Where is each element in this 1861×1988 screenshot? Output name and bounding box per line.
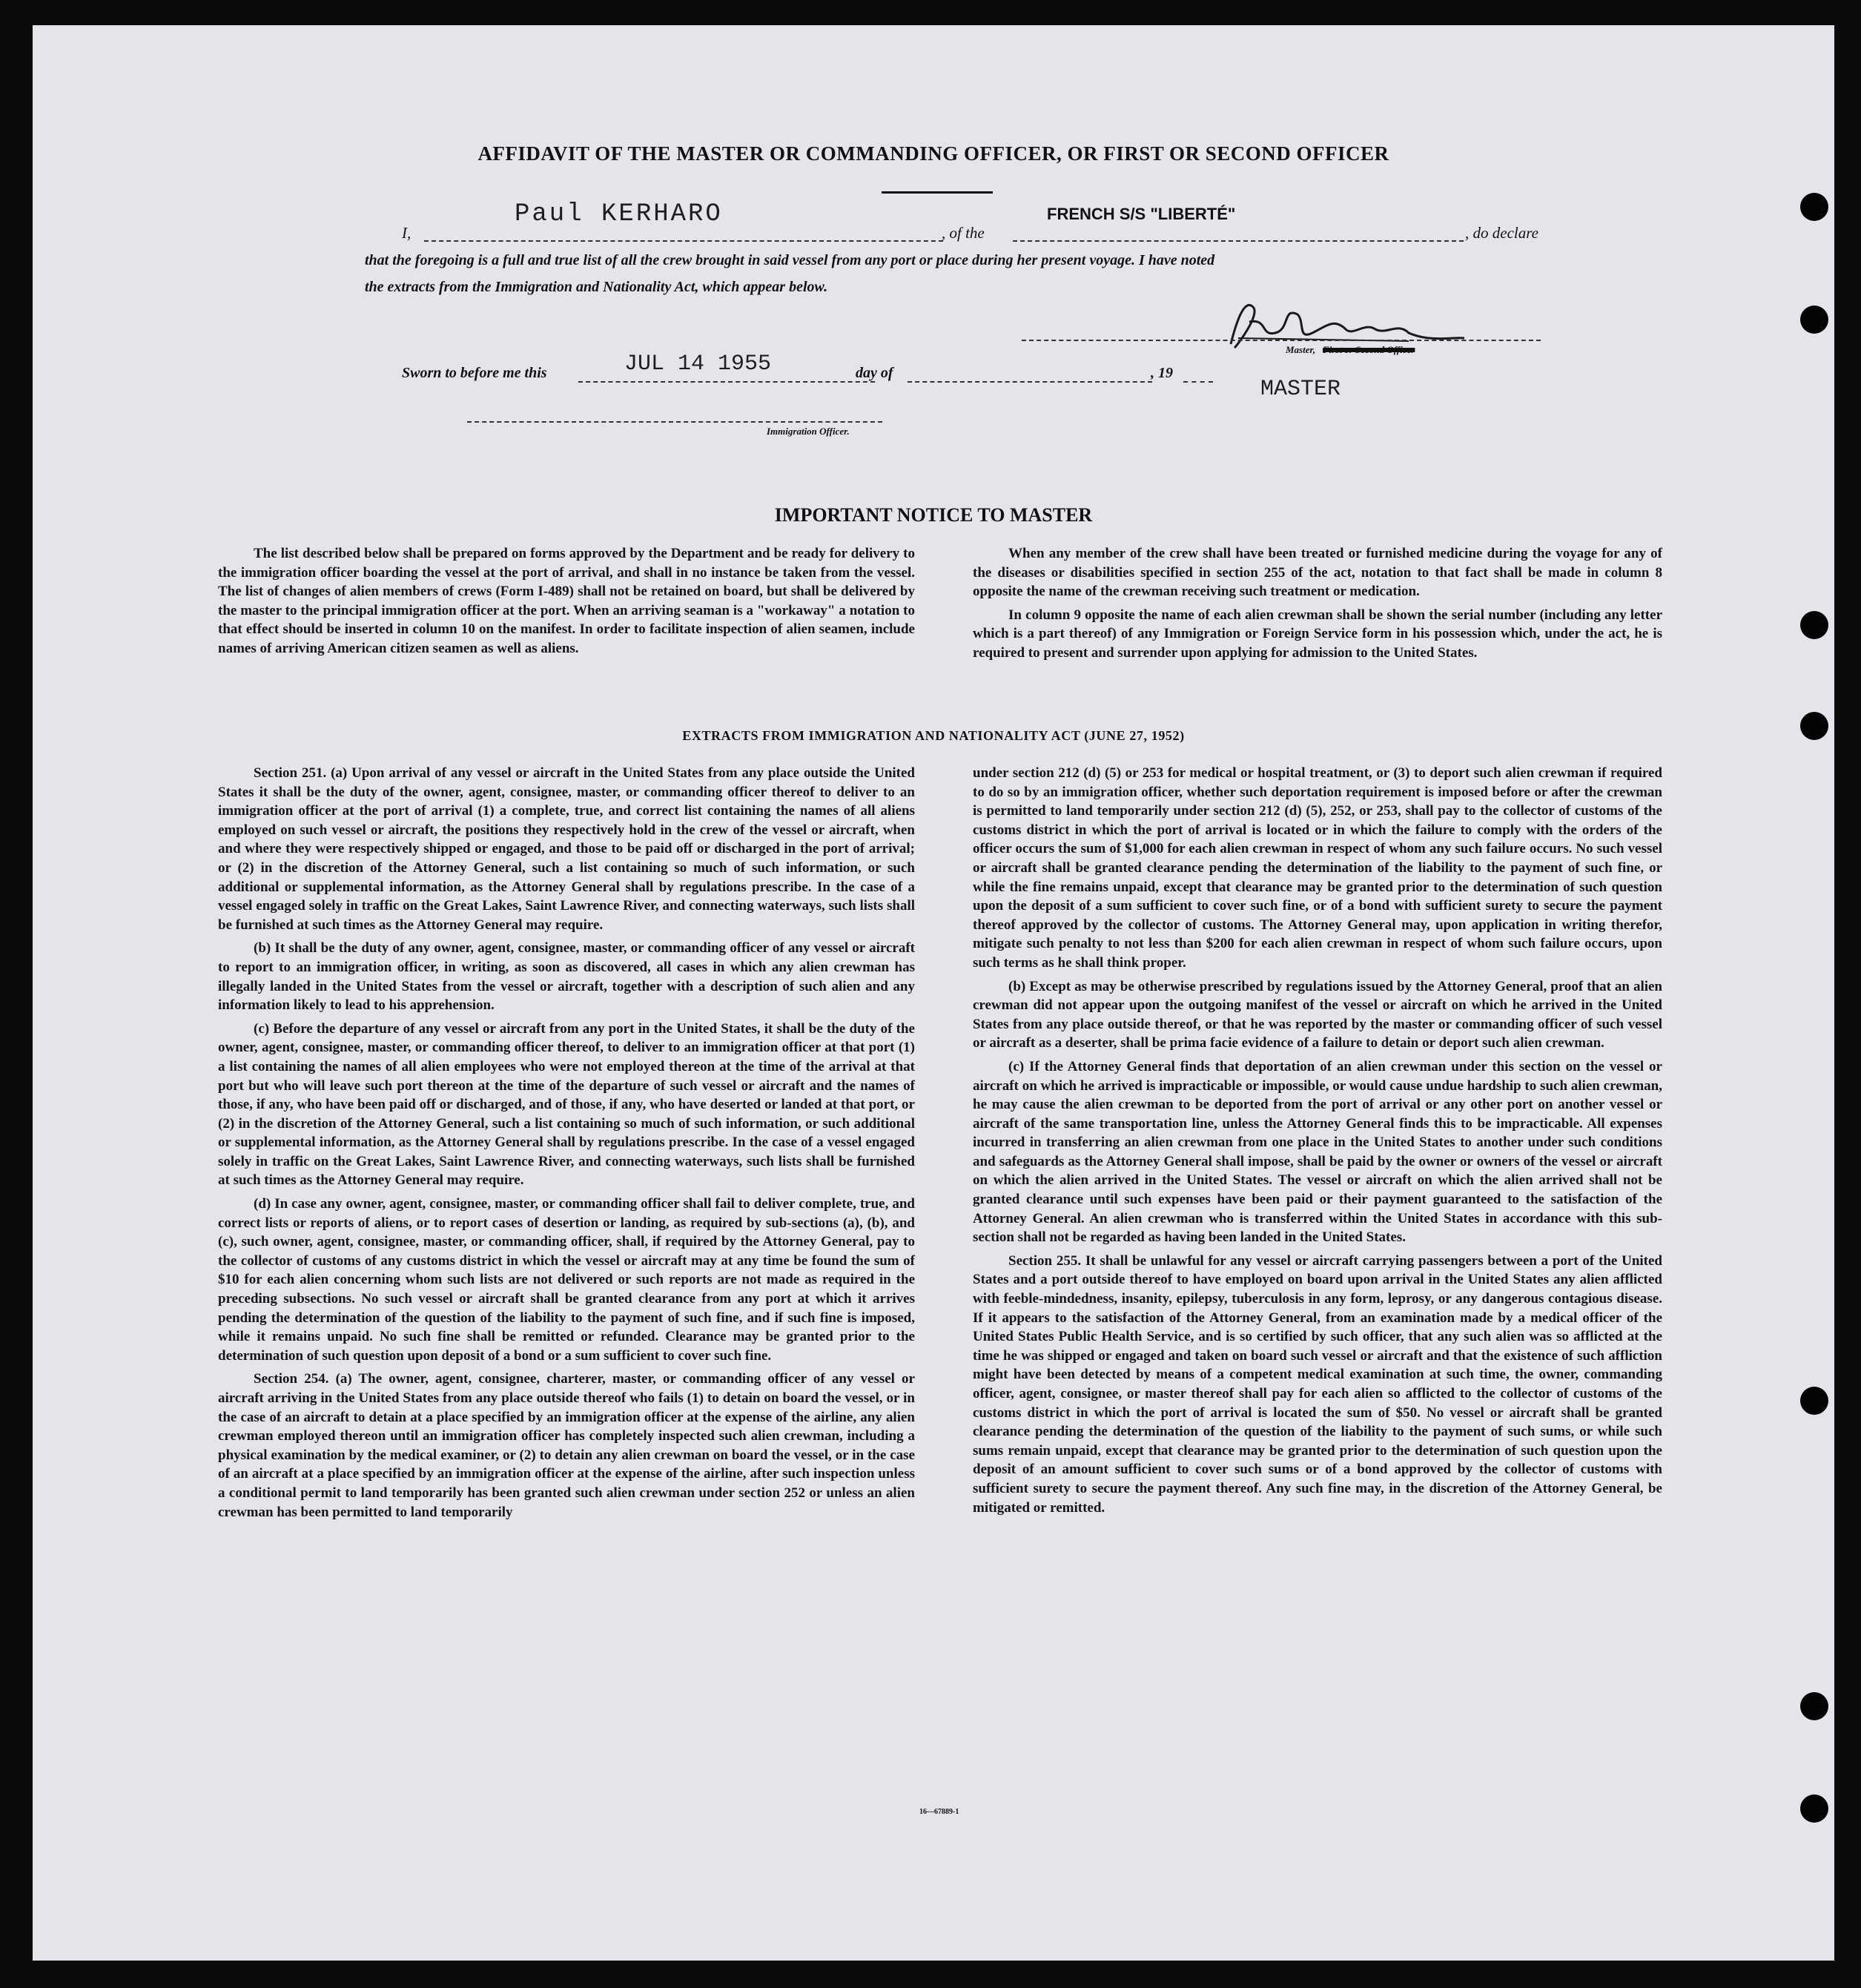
affidavit-title: AFFIDAVIT OF THE MASTER OR COMMANDING OFFICER, OR FIRST OR SECOND OFFICER	[477, 142, 1389, 165]
notice-left-paragraph: The list described below shall be prepared on forms approved by the Department and be ready for delivery to the immigration officer boarding the vessel at the port of arrival, and shall in no instance be taken from the vessel. The list of changes of alien members of crews (Form I-489) shall not be retained on board, but shall be delivered by the master to the principal immigration officer at the port. When an arriving seaman is a "workaway" a notation to that effect should be inserted in column 10 on the manifest. In order to facilitate inspection of alien seamen, include names of arriving American citizen seamen as well as aliens.	[218, 546, 915, 656]
sworn-label: Sworn to before me this	[402, 365, 547, 381]
section-254-b: (b) Except as may be otherwise prescribed by regulations issued by the Attorney General, proof that an alien crewman did not appear upon the outgoing manifest of the vessel or aircraft on which he arrived in the United States from any place outside thereof, or that he was reported by the master or commanding officer of such vessel or aircraft as a deserter, shall be prima facie evidence of a failure to detain or deport such alien crewman.	[973, 978, 1662, 1051]
year-prefix: , 19	[1151, 365, 1173, 381]
immigration-officer-line	[467, 421, 882, 423]
vessel-name: FRENCH S/S "LIBERTÉ"	[1047, 205, 1236, 223]
month-line	[908, 381, 1152, 383]
immigration-officer-caption: Immigration Officer.	[767, 426, 850, 437]
declare-label: , do declare	[1465, 224, 1538, 242]
punch-hole	[1800, 306, 1828, 334]
punch-hole	[1800, 611, 1828, 639]
notice-left-column	[218, 544, 915, 663]
name-line	[424, 240, 943, 242]
notice-right-column	[973, 544, 1662, 667]
section-251-c: (c) Before the departure of any vessel or aircraft from any port in the United States, it shall be the duty of the owner, agent, consignee, master, or commanding officer thereof, to deliver to an immigration officer at that port (1) a list containing the names of all alien employees who were not employed thereon at the time of the arrival at that port but who will leave such port thereon at the time of the departure of such vessel or aircraft and the names of those, if any, who have been paid off or discharged, and of those, if any, who have deserted or landed at that port, or (2) in the discretion of the Attorney General, such a list containing so much of such information, or such additional or supplemental information, as the Attorney General shall by regulations prescribe. In the case of a vessel engaged solely in traffic on the Great Lakes, Saint Lawrence River, and connecting waterways, such lists shall be furnished at such times as the Attorney General may require.	[218, 1020, 915, 1189]
signature-line	[1022, 340, 1541, 341]
declaration-line-1: that the foregoing is a full and true list of all the crew brought in said vessel from any port or place during her present voyage. I have noted	[365, 252, 1215, 268]
punch-hole	[1800, 193, 1828, 221]
extracts-title: EXTRACTS FROM IMMIGRATION AND NATIONALITY ACT (JUNE 27, 1952)	[682, 728, 1185, 743]
declaration-line-2: the extracts from the Immigration and Nationality Act, which appear below.	[365, 279, 828, 295]
section-254-c: (c) If the Attorney General finds that deportation of an alien crewman under this section on the vessel or aircraft on which he arrived is impracticable or impossible, or would cause undue hardship to such alien crewman, he may cause the alien crewman to be deported from the port of arrival or any other port on another vessel or aircraft of the same transportation line, unless the Attorney General finds this to be impracticable. All expenses incurred in transferring an alien crewman from one place in the United States to another under such conditions and safeguards as the Attorney General shall impose, shall be paid by the owner or owners of the vessel or aircraft on which the alien arrived in the United States. The vessel or aircraft on which the alien arrived shall not be granted clearance until such expenses have been paid or their payment guaranteed to the satisfaction of the Attorney General. An alien crewman who is transferred within the United States in accordance with this sub-section shall not be regarded as having been landed in the United States.	[973, 1058, 1662, 1246]
vessel-line	[1013, 240, 1464, 242]
extracts-left-column	[218, 764, 915, 1526]
section-251-d: (d) In case any owner, agent, consignee, master, or commanding officer shall fail to deliver complete, true, and correct lists or reports of aliens, or to report cases of desertion or landing, as required by sub-sections (a), (b), and (c), such owner, agent, consignee, master, or commanding officer, shall, if required by the Attorney General, pay to the collector of customs of any customs district in which the vessel or aircraft may at any time be found the sum of $10 for each alien concerning whom such lists are not delivered or such reports are not made as required in the preceding subsections. No such vessel or aircraft shall be granted clearance from any port at which it arrives pending the determination of the question of the liability to the payment of such fine, and if such fine is imposed, while it remains unpaid. No such fine shall be remitted or refunded. Clearance may be granted prior to the determination of such question upon deposit of a bond or a sum sufficient to cover such fine.	[218, 1196, 915, 1364]
punch-hole	[1800, 1692, 1828, 1720]
punch-hole	[1800, 1794, 1828, 1823]
section-254-a-continued: under section 212 (d) (5) or 253 for medical or hospital treatment, or (3) to deport such alien crewman if required to do so by an immigration officer, whether such deportation requirement is imposed before or after the crewman is permitted to land temporarily under section 212 (d) (5), 252, or 253, shall pay to the collector of customs of the customs district in which the port of arrival is located or in which the failure to comply with the orders of the officer occurs the sum of $1,000 for each alien crewman in respect of whom any such failure occurs. No such vessel or aircraft shall be granted clearance pending the determination of the liability to the payment of such fine, or while the fine remains unpaid, except that clearance may be granted prior to the determination of such question upon the deposit of a sum sufficient to cover such fine, or of a bond with sufficient surety to secure the payment thereof approved by the collector of customs. The Attorney General may, upon application in writing therefor, mitigate such penalty to not less than $200 for each alien crewman in respect of whom such failure occurs, upon such terms as he shall think proper.	[973, 765, 1662, 971]
of-the-label: , of the	[942, 224, 985, 242]
extracts-right-column	[973, 764, 1662, 1522]
notice-right-paragraph-2: In column 9 opposite the name of each alien crewman shall be shown the serial number (including any letter which is a part thereof) of any Immigration or Foreign Service form in his possession which, under the act, he is required to present and surrender upon applying for admission to the United States.	[973, 607, 1662, 661]
master-caption-struck: First or Second Officer	[1323, 344, 1415, 355]
i-label: I,	[402, 224, 411, 242]
section-254-a: Section 254. (a) The owner, agent, consignee, charterer, master, or commanding officer of any vessel or aircraft arriving in the United States from any place outside thereof who fails (1) to detain on board the vessel, or in the case of an aircraft to detain at a place specified by an immigration officer at the expense of the airline, any alien crewman employed thereon until an immigration officer has completely inspected such alien crewman, including a physical examination by the medical examiner, or (2) to detain any alien crewman on board the vessel, or in the case of an aircraft at a place specified by an immigration officer at the expense of the airline, after such inspection unless a conditional permit to land temporarily has been granted such alien crewman under section 252 or unless an alien crewman has been permitted to land temporarily	[218, 1371, 915, 1520]
notice-right-paragraph-1: When any member of the crew shall have been treated or furnished medicine during the voyage for any of the diseases or disabilities specified in section 255 of the act, notation to that fact shall be made in column 8 opposite the name of the crewman receiving such treatment or medication.	[973, 546, 1662, 600]
sworn-date: JUL 14 1955	[624, 351, 772, 377]
master-caption: Master,	[1286, 344, 1316, 355]
declarant-name: Paul KERHARO	[515, 200, 723, 228]
title-underline	[882, 191, 993, 194]
day-of-label: day of	[856, 365, 893, 381]
section-251-a: Section 251. (a) Upon arrival of any vessel or aircraft in the United States from any place outside the United States it shall be the duty of the owner, agent, consignee, master, or commanding officer thereof to deliver to an immigration officer at the port of arrival (1) a complete, true, and correct list containing the names of all aliens employed on such vessel or aircraft, the positions they respectively hold in the crew of the vessel or aircraft, when and where they were respectively shipped or engaged, and those to be paid off or discharged in the port of arrival; or (2) in the discretion of the Attorney General, such a list containing so much of such information, or such additional or supplemental information, as the Attorney General shall by regulations prescribe. In the case of a vessel engaged solely in traffic on the Great Lakes, Saint Lawrence River, and connecting waterways, such lists shall be furnished at such times as the Attorney General may require.	[218, 765, 915, 933]
document-page	[33, 25, 1834, 1961]
sworn-date-line	[578, 381, 875, 383]
year-line	[1183, 381, 1213, 383]
punch-hole	[1800, 1387, 1828, 1415]
form-number: 16—67889-1	[919, 1808, 959, 1816]
section-251-b: (b) It shall be the duty of any owner, agent, consignee, master, or commanding officer of any vessel or aircraft to report to an immigration officer, in writing, as soon as discovered, all cases in which any alien crewman has illegally landed in the United States from the vessel or aircraft, together with a description of such alien and any information likely to lead to his apprehension.	[218, 940, 915, 1014]
notice-title: IMPORTANT NOTICE TO MASTER	[774, 504, 1093, 526]
master-typed: MASTER	[1260, 377, 1341, 402]
section-255: Section 255. It shall be unlawful for any vessel or aircraft carrying passengers between a port of the United States and a port outside thereof to have employed on board upon arrival in the United States any alien afflicted with feeble-mindedness, insanity, epilepsy, tuberculosis in any form, leprosy, or any dangerous contagious disease. If it appears to the satisfaction of the Attorney General, from an examination made by a medical officer of the United States Public Health Service, and is so certified by such officer, that any such alien was so afflicted at the time he was shipped or engaged and taken on board such vessel or aircraft and that the existence of such affliction might have been detected by means of a competent medical examination at such time, the owner, commanding officer, agent, consignee, or master thereof shall pay for each alien so afflicted to the collector of customs of the customs district in which the port of arrival is located the sum of $50. No vessel or aircraft shall be granted clearance pending the determination of the question of the liability to the payment of such sums, or while such sums remain unpaid, except that clearance may be granted prior to the determination of such question upon the deposit of an amount sufficient to cover such sums or of a bond approved by the collector of customs with sufficient surety to secure the payment thereof. Any such fine may, in the discretion of the Attorney General, be mitigated or remitted.	[973, 1252, 1662, 1516]
